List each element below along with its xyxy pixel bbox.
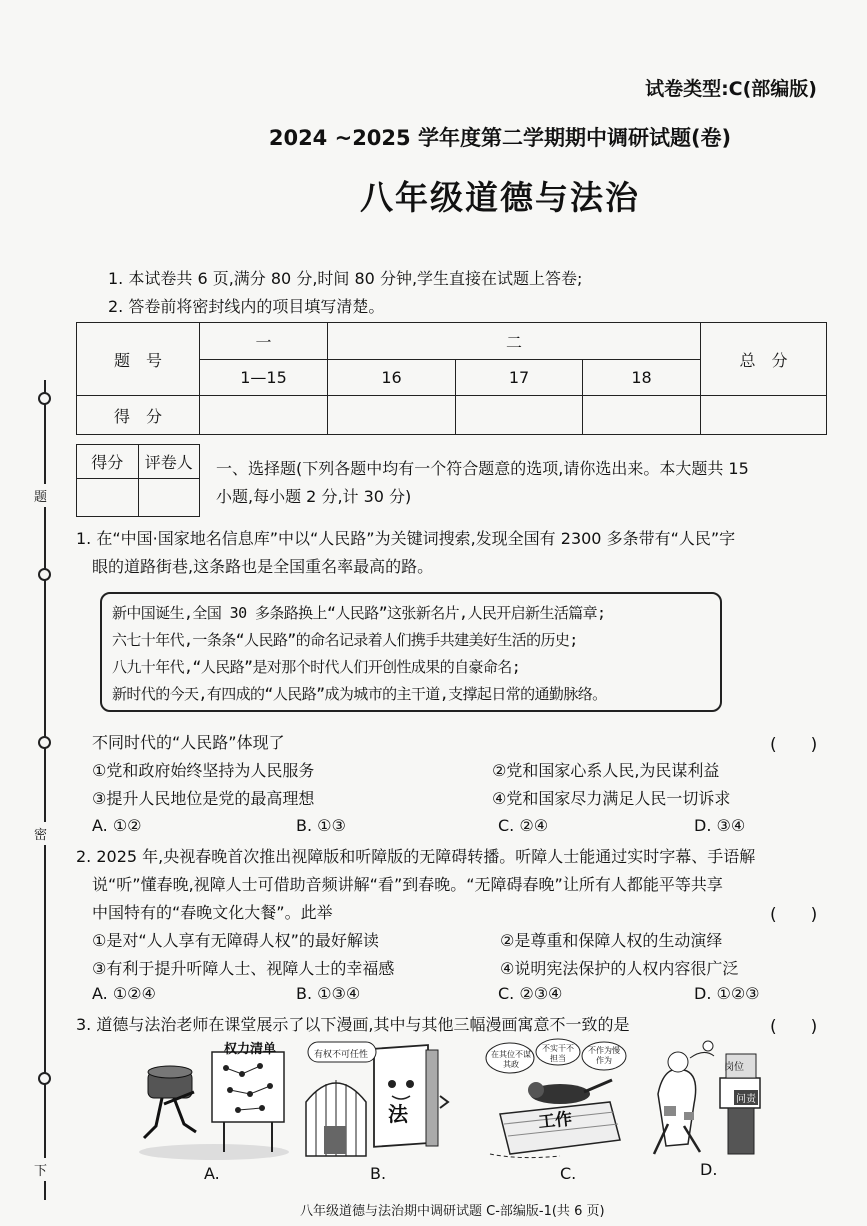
q1-question: 不同时代的“人民路”体现了 (92, 733, 285, 752)
q2-statement: ①是对“人人享有无障碍人权”的最好解读 (92, 931, 379, 950)
q1-material-line: 六七十年代,一条条“人民路”的命名记录着人们携手共建美好生活的历史; (112, 631, 578, 649)
cartoon-c-bubble: 不作为慢作为 (588, 1046, 620, 1065)
total-score-label: 总 分 (701, 323, 827, 396)
col-header: 1—15 (200, 360, 328, 396)
grader-score-label: 得分 (77, 445, 139, 479)
q1-statement: ①党和政府始终坚持为人民服务 (92, 761, 315, 780)
binding-hole (38, 568, 51, 581)
col-header: 17 (456, 360, 583, 396)
cartoon-d-sign: 问责 (734, 1090, 758, 1105)
q2-answer-paren[interactable]: ( ) (770, 905, 818, 925)
cartoon-b-label[interactable]: B. (370, 1164, 387, 1183)
q1-option-d[interactable]: D. ③④ (694, 816, 746, 835)
binding-hole (38, 392, 51, 405)
cartoon-d-label[interactable]: D. (700, 1160, 718, 1179)
cartoon-c-work: 工作 (537, 1109, 574, 1133)
col-header: 18 (583, 360, 701, 396)
q1-statement: ②党和国家心系人民,为民谋利益 (492, 761, 720, 780)
binding-hole (38, 1072, 51, 1085)
q2-option-c[interactable]: C. ②③④ (498, 984, 563, 1003)
score-cell[interactable] (328, 396, 456, 435)
cartoon-b-banner: 有权不可任性 (314, 1050, 369, 1060)
q2-option-a[interactable]: A. ①②④ (92, 984, 156, 1003)
margin-char: 密 (34, 822, 47, 845)
grader-score-cell[interactable] (77, 479, 139, 517)
q3-stem: 3. 道德与法治老师在课堂展示了以下漫画,其中与其他三幅漫画寓意不一致的是 (76, 1015, 630, 1034)
q1-stem: 眼的道路街巷,这条路也是全国重名率最高的路。 (92, 557, 434, 576)
page-footer: 八年级道德与法治期中调研试题 C-部编版-1(共 6 页) (300, 1204, 605, 1219)
cartoon-d-post: 岗位 (724, 1062, 744, 1073)
section-heading-cont: 小题,每小题 2 分,计 30 分) (216, 487, 412, 506)
q2-stem: 2. 2025 年,央视春晚首次推出视障版和听障版的无障碍转播。听障人士能通过实时字幕、手语解 (76, 847, 756, 866)
q1-option-c[interactable]: C. ②④ (498, 816, 549, 835)
cartoon-c-bubble: 不实干不担当 (542, 1044, 574, 1063)
q1-stem: 1. 在“中国·国家地名信息库”中以“人民路”为关键词搜索,发现全国有 2300 多条带有“人民”字 (76, 529, 736, 548)
q2-stem: 说“听”懂春晚,视障人士可借助音频讲解“看”到春晚。“无障碍春晚”让所有人都能平等共享 (92, 875, 723, 894)
q2-option-b[interactable]: B. ①③④ (296, 984, 361, 1003)
q1-material-line: 八九十年代,“人民路”是对那个时代人们开创性成果的自豪命名; (112, 658, 521, 676)
exam-title: 2024 ~2025 学年度第二学期期中调研试题(卷) (268, 126, 732, 150)
paper-type: 试卷类型:C(部编版) (645, 78, 817, 100)
binding-hole (38, 736, 51, 749)
part-one-header: 一 (200, 323, 328, 360)
grader-label: 评卷人 (138, 445, 200, 479)
q1-option-a[interactable]: A. ①② (92, 816, 142, 835)
margin-char: 题 (34, 484, 47, 507)
q2-stem: 中国特有的“春晚文化大餐”。此举 (92, 903, 333, 922)
cartoon-c-bubble: 在其位不谋其政 (491, 1050, 531, 1069)
q1-statement: ④党和国家尽力满足人民一切诉求 (492, 789, 731, 808)
q1-material-line: 新中国诞生,全国 30 多条路换上“人民路”这张新名片,人民开启新生活篇章; (112, 604, 606, 622)
grader-name-cell[interactable] (138, 479, 200, 517)
score-table (76, 322, 827, 435)
cartoon-a-sign: 权力清单 (224, 1042, 277, 1057)
score-row-label: 得 分 (77, 396, 200, 435)
q1-answer-paren[interactable]: ( ) (770, 735, 818, 755)
question-number-label: 题 号 (77, 323, 200, 396)
note-line: 1. 本试卷共 6 页,满分 80 分,时间 80 分钟,学生直接在试题上答卷; (108, 269, 583, 288)
q1-material-box (100, 592, 722, 712)
q3-answer-paren[interactable]: ( ) (770, 1017, 818, 1037)
score-cell[interactable] (200, 396, 328, 435)
col-header: 16 (328, 360, 456, 396)
cartoon-c-label[interactable]: C. (560, 1164, 577, 1183)
score-cell[interactable] (583, 396, 701, 435)
q2-statement: ④说明宪法保护的人权内容很广泛 (500, 959, 739, 978)
grader-box (76, 444, 200, 517)
total-score-cell[interactable] (701, 396, 827, 435)
part-two-header: 二 (328, 323, 701, 360)
q2-statement: ③有利于提升听障人士、视障人士的幸福感 (92, 959, 395, 978)
q2-option-d[interactable]: D. ①②③ (694, 984, 760, 1003)
q1-option-b[interactable]: B. ①③ (296, 816, 346, 835)
q1-material-line: 新时代的今天,有四成的“人民路”成为城市的主干道,支撑起日常的通勤脉络。 (112, 685, 607, 703)
q1-statement: ③提升人民地位是党的最高理想 (92, 789, 315, 808)
score-cell[interactable] (456, 396, 583, 435)
section-heading: 一、选择题(下列各题中均有一个符合题意的选项,请你选出来。本大题共 15 (216, 459, 749, 478)
margin-char: 下 (34, 1158, 47, 1181)
cartoon-a-label[interactable]: A. (204, 1164, 220, 1183)
note-line: 2. 答卷前将密封线内的项目填写清楚。 (108, 297, 385, 316)
cartoon-b-law: 法 (388, 1102, 408, 1126)
q2-statement: ②是尊重和保障人权的生动演绎 (500, 931, 723, 950)
subject-title: 八年级道德与法治 (360, 178, 640, 217)
